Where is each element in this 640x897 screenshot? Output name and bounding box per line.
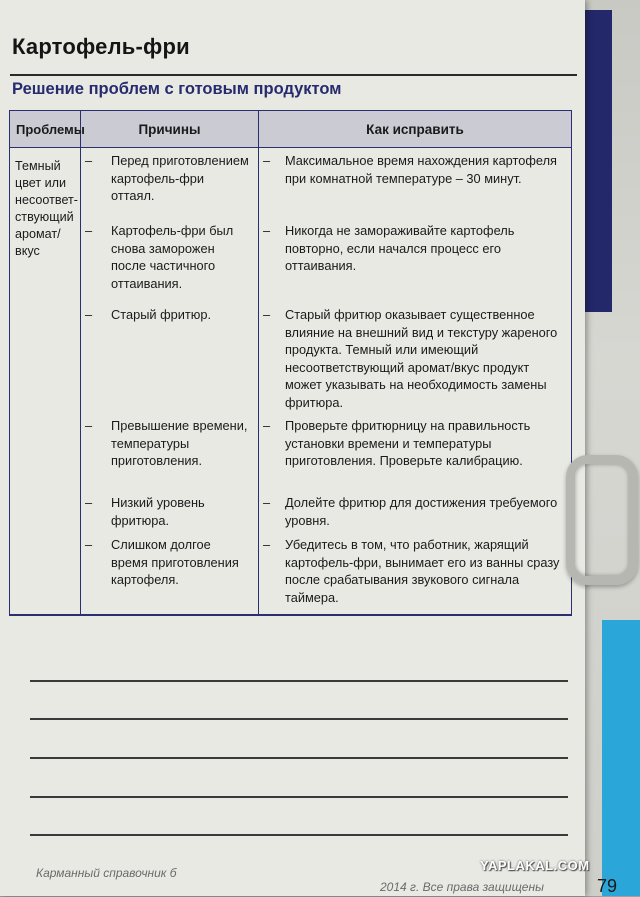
cause-text: Превышение времени, температуры приготовления. — [111, 418, 248, 468]
fix-item — [259, 494, 571, 536]
problem-cell — [10, 148, 81, 616]
cause-item — [81, 306, 258, 417]
note-line — [30, 796, 568, 798]
dash-marker: – — [85, 418, 93, 433]
dash-marker: – — [263, 223, 271, 238]
note-line — [30, 834, 568, 836]
table-header-row — [10, 111, 572, 148]
navy-section-tab — [585, 10, 612, 312]
header-fix: Как исправить — [259, 111, 572, 148]
dash-marker: – — [263, 307, 271, 322]
dash-marker: – — [85, 537, 93, 552]
fix-item — [259, 417, 571, 494]
table-row — [10, 148, 572, 616]
cause-text: Слишком долгое время приготовления картофеля. — [111, 537, 239, 587]
dash-marker: – — [263, 537, 271, 552]
fix-item — [259, 306, 571, 417]
fix-item — [259, 536, 571, 614]
fix-text: Максимальное время нахождения картофеля при комнатной температуре – 30 минут. — [285, 153, 557, 186]
dash-marker: – — [85, 307, 93, 322]
cause-text: Картофель-фри был снова заморожен после частичного оттаивания. — [111, 223, 234, 291]
cause-item — [81, 536, 258, 614]
ring-binder-clip — [566, 455, 638, 585]
dash-marker: – — [85, 495, 93, 510]
dash-marker: – — [85, 153, 93, 168]
cause-text: Низкий уровень фритюра. — [111, 495, 205, 528]
footer-text-right: 2014 г. Все права защищены — [380, 880, 544, 894]
section-subtitle: Решение проблем с готовым продуктом — [12, 80, 342, 98]
cause-item — [81, 222, 258, 306]
header-problems: Проблемы — [10, 111, 81, 148]
cyan-section-tab — [602, 620, 640, 896]
note-line — [30, 680, 568, 682]
causes-cell — [81, 148, 259, 616]
footer-text-left: Карманный справочник б — [36, 866, 177, 880]
dash-marker: – — [85, 223, 93, 238]
fix-text: Проверьте фритюрницу на правильность установки времени и температуры приготовления. Проверьте калибрацию. — [285, 418, 531, 468]
cause-text: Перед приготовлением картофель-фри оттаял. — [111, 153, 249, 203]
header-causes: Причины — [81, 111, 259, 148]
cause-item — [81, 494, 258, 536]
fix-text: Убедитесь в том, что работник, жарящий картофель-фри, вынимает его из ванны сразу после срабатывания звукового сигнала таймера. — [285, 537, 560, 605]
cause-item — [81, 152, 258, 222]
note-line — [30, 718, 568, 720]
fix-text: Старый фритюр оказывает существенное влияние на внешний вид и текстуру жареного продукта. Темный или имеющий несоответствующий аромат/вкус продукт может указывать на необходимость замены фритюра. — [285, 307, 558, 410]
cause-item — [81, 417, 258, 494]
dash-marker: – — [263, 418, 271, 433]
watermark-text: YAPLAKAL.COM — [480, 858, 590, 873]
title-divider — [10, 74, 577, 76]
troubleshooting-table — [9, 110, 572, 616]
cause-text: Старый фритюр. — [111, 307, 212, 322]
fix-item — [259, 222, 571, 306]
note-line — [30, 757, 568, 759]
page-number: 79 — [597, 876, 618, 896]
fix-item — [259, 152, 571, 222]
problem-text: Темный цвет или несоответ-ствующий аромат/вкус — [15, 159, 78, 258]
page-title: Картофель-фри — [12, 34, 190, 59]
dash-marker: – — [263, 495, 271, 510]
fix-text: Долейте фритюр для достижения требуемого уровня. — [285, 495, 558, 528]
fix-text: Никогда не замораживайте картофель повторно, если начался процесс его оттаивания. — [285, 223, 515, 273]
dash-marker: – — [263, 153, 271, 168]
fix-cell — [259, 148, 572, 616]
